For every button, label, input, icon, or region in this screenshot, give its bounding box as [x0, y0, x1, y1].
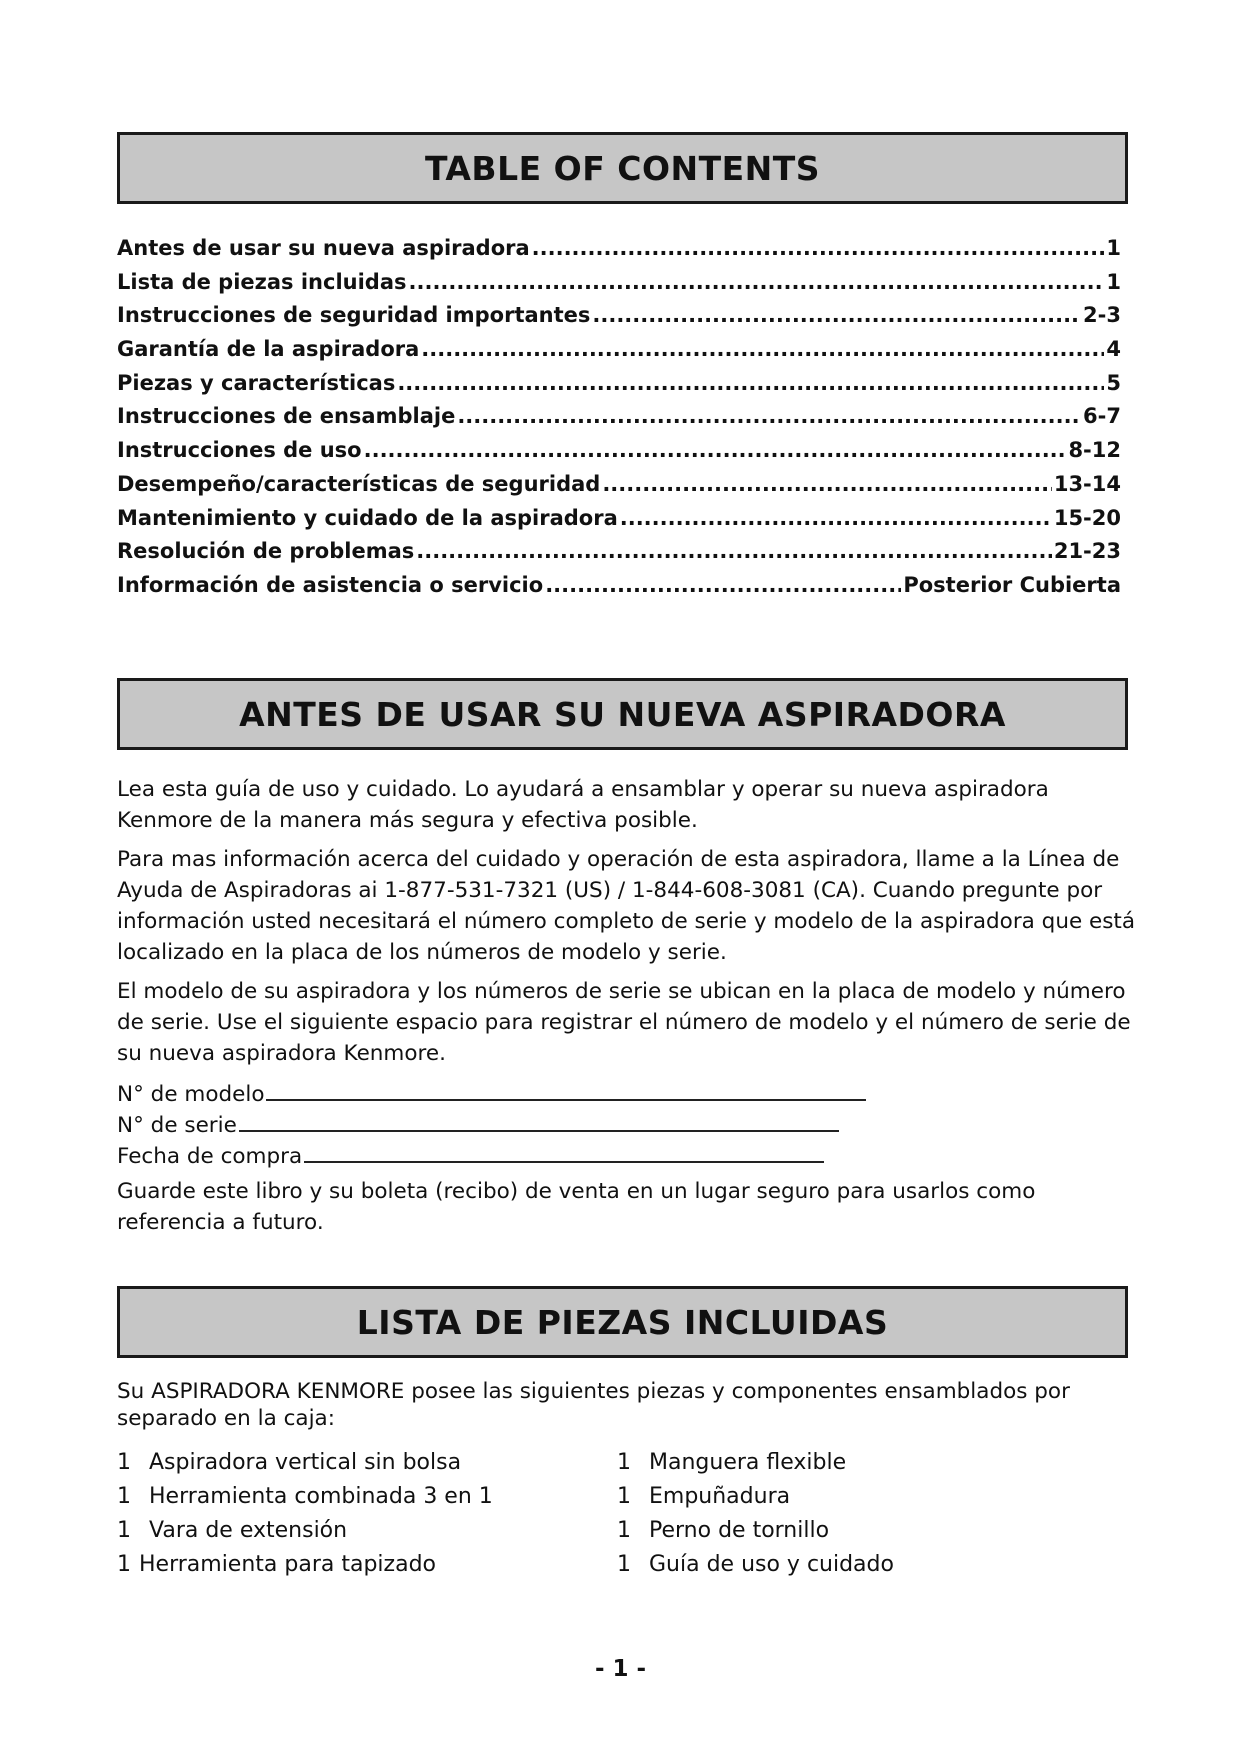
toc-leader-dots: [592, 303, 1081, 327]
toc-entry-title: Mantenimiento y cuidado de la aspiradora: [117, 505, 618, 530]
parts-row: [117, 1518, 1117, 1552]
toc-heading: TABLE OF CONTENTS: [117, 132, 1128, 204]
toc-entry-title: Piezas y características: [117, 370, 396, 395]
part-name: Herramienta para tapizado: [139, 1552, 436, 1577]
toc-entry-title: Instrucciones de ensamblaje: [117, 404, 456, 429]
antes-paragraph-1: Lea esta guía de uso y cuidado. Lo ayudará a ensamblar y operar su nueva aspiradora Kenmore de la manera más segura y efectiva posible.: [117, 777, 1049, 833]
table-of-contents: [117, 236, 1121, 607]
toc-leader-dots: [416, 539, 1052, 563]
antes-paragraph-4: Guarde este libro y su boleta (recibo) de venta en un lugar seguro para usarlos como referencia a futuro.: [117, 1179, 1036, 1235]
part-quantity: 1: [617, 1552, 631, 1577]
toc-entry-page: 5: [1106, 370, 1121, 395]
toc-entry: [117, 573, 1121, 607]
part-quantity: 1: [117, 1450, 131, 1475]
antes-heading: ANTES DE USAR SU NUEVA ASPIRADORA: [117, 678, 1128, 750]
toc-entry: [117, 236, 1121, 270]
toc-entry-page: 15-20: [1053, 505, 1121, 530]
list-item: [117, 1450, 617, 1475]
model-number-field: [117, 1077, 1137, 1108]
page-number: - 1 -: [594, 1656, 647, 1682]
toc-entry: [117, 404, 1121, 438]
part-name: Guía de uso y cuidado: [649, 1552, 894, 1577]
toc-leader-dots: [602, 472, 1052, 496]
lista-intro-text: Su ASPIRADORA KENMORE posee las siguientes piezas y componentes ensamblados por separado en la caja:: [117, 1379, 1070, 1431]
toc-leader-dots: [421, 337, 1104, 361]
toc-entry: [117, 472, 1121, 506]
part-quantity: 1: [617, 1484, 631, 1509]
part-quantity: 1: [117, 1552, 131, 1577]
purchase-date-label: Fecha de compra: [117, 1144, 303, 1169]
toc-entry-page: 21-23: [1053, 539, 1121, 564]
toc-entry-title: Antes de usar su nueva aspiradora: [117, 236, 530, 260]
toc-entry-page: 2-3: [1083, 303, 1121, 328]
part-quantity: 1: [117, 1484, 131, 1509]
toc-leader-dots: [545, 573, 901, 597]
toc-entry-title: Información de asistencia o servicio: [117, 572, 544, 597]
antes-paragraph-2: Para mas información acerca del cuidado y operación de esta aspiradora, llame a la Línea de Ayuda de Aspiradoras ai 1-877-531-7321 (US) / 1-844-608-3081 (CA). Cuando pregunte por información usted necesitará el número completo de serie y modelo de la aspiradora que está localizado en la placa de los números de modelo y serie.: [117, 847, 1136, 965]
serial-number-blank: [239, 1108, 839, 1132]
serial-number-field: [117, 1108, 1137, 1139]
toc-entry-page: 6-7: [1083, 404, 1121, 429]
serial-number-label: N° de serie: [117, 1113, 237, 1138]
part-name: Manguera flexible: [649, 1450, 847, 1475]
purchase-date-blank: [304, 1139, 824, 1163]
toc-entry: [117, 438, 1121, 472]
toc-entry-page: 13-14: [1053, 471, 1121, 496]
part-name: Aspiradora vertical sin bolsa: [149, 1450, 462, 1475]
toc-leader-dots: [620, 506, 1052, 530]
toc-entry-title: Lista de piezas incluidas: [117, 269, 407, 294]
toc-leader-dots: [409, 270, 1105, 294]
list-item: [117, 1484, 617, 1509]
toc-leader-dots: [364, 438, 1067, 462]
part-name: Herramienta combinada 3 en 1: [149, 1484, 493, 1509]
toc-entry: [117, 371, 1121, 405]
toc-leader-dots: [397, 371, 1104, 395]
toc-entry-page: 8-12: [1068, 438, 1121, 463]
toc-entry-page: 4: [1106, 337, 1121, 362]
lista-heading: LISTA DE PIEZAS INCLUIDAS: [117, 1286, 1128, 1358]
toc-entry-title: Instrucciones de seguridad importantes: [117, 303, 591, 328]
toc-entry: [117, 539, 1121, 573]
toc-entry-title: Desempeño/características de seguridad: [117, 471, 601, 496]
toc-entry: [117, 303, 1121, 337]
toc-leader-dots: [457, 404, 1081, 428]
registration-fields: [117, 1077, 1137, 1170]
part-quantity: 1: [617, 1450, 631, 1475]
toc-leader-dots: [532, 236, 1105, 260]
part-name: Perno de tornillo: [649, 1518, 830, 1543]
list-item: [617, 1552, 1117, 1577]
list-item: [617, 1450, 1117, 1475]
parts-row: [117, 1484, 1117, 1518]
list-item: [117, 1518, 617, 1543]
model-number-blank: [266, 1077, 866, 1101]
part-name: Vara de extensión: [149, 1518, 348, 1543]
list-item: [117, 1552, 617, 1577]
antes-paragraph-3: El modelo de su aspiradora y los números de serie se ubican en la placa de modelo y número de serie. Use el siguiente espacio para registrar el número de modelo y el número de serie de su nueva aspiradora Kenmore.: [117, 979, 1131, 1066]
lista-intro: [117, 1378, 1137, 1440]
list-item: [617, 1518, 1117, 1543]
parts-row: [117, 1450, 1117, 1484]
list-item: [617, 1484, 1117, 1509]
part-quantity: 1: [617, 1518, 631, 1543]
antes-body: [117, 774, 1137, 1246]
parts-list: [117, 1450, 1117, 1586]
part-quantity: 1: [117, 1518, 131, 1543]
model-number-label: N° de modelo: [117, 1082, 265, 1107]
toc-entry-title: Garantía de la aspiradora: [117, 337, 420, 362]
toc-entry: [117, 270, 1121, 304]
toc-entry-page: 1: [1106, 236, 1121, 260]
toc-entry-page: 1: [1106, 269, 1121, 294]
toc-entry: [117, 337, 1121, 371]
part-name: Empuñadura: [649, 1484, 791, 1509]
parts-row: [117, 1552, 1117, 1586]
toc-entry: [117, 506, 1121, 540]
toc-entry-title: Resolución de problemas: [117, 539, 415, 564]
purchase-date-field: [117, 1139, 1137, 1170]
toc-entry-page: Posterior Cubierta: [903, 572, 1121, 597]
toc-entry-title: Instrucciones de uso: [117, 438, 362, 463]
